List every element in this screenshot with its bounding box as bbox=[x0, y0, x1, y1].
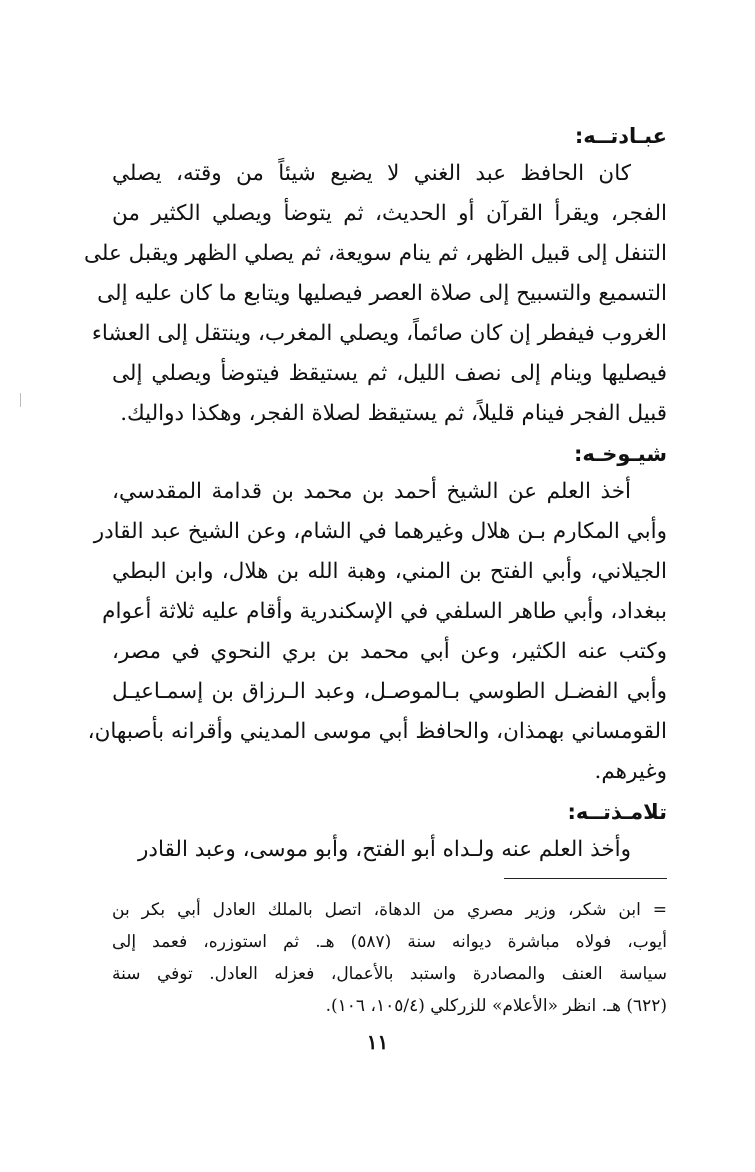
paragraph bbox=[83, 154, 667, 434]
text-line: التنفل إلى قبيل الظهر، ثم ينام سويعة، ثم يصلي الظهر ويقبل على bbox=[83, 241, 667, 266]
text-line: أخذ العلم عن الشيخ أحمد بن محمد بن قدامة المقدسي، bbox=[112, 479, 631, 504]
text-line: الغروب فيفطر إن كان صائماً، ويصلي المغرب، وينتقل إلى العشاء bbox=[91, 321, 667, 346]
paragraph bbox=[87, 472, 667, 792]
text-line: وكتب عنه الكثير، وعن أبي محمد بن بري النحوي في مصر، bbox=[112, 639, 667, 664]
footnote-line: (٦٢٢) هـ. انظر «الأعلام» للزركلي (١٠٥/٤، ١٠٦). bbox=[325, 996, 667, 1016]
text-line: كان الحافظ عبد الغني لا يضيع شيئاً من وقته، يصلي bbox=[112, 161, 631, 186]
text-line: القومساني بهمذان، والحافظ أبي موسى المديني وأقرانه بأصبهان، bbox=[87, 719, 667, 744]
text-line: ببغداد، وأبي طاهر السلفي في الإسكندرية وأقام عليه ثلاثة أعوام bbox=[102, 599, 667, 624]
section-teachers bbox=[87, 436, 667, 792]
text-line: وأبي الفضـل الطوسي بـالموصـل، وعبد الـرزاق بن إسمـاعيـل bbox=[112, 679, 667, 704]
text-line: وأبي المكارم بـن هلال وغيرهما في الشام، وعن الشيخ عبد القادر bbox=[93, 519, 667, 544]
main-text bbox=[83, 118, 667, 872]
text-line: فيصليها وينام إلى نصف الليل، ثم يستيقظ فيتوضأ ويصلي إلى bbox=[112, 361, 667, 386]
text-line: قبيل الفجر فينام قليلاً، ثم يستيقظ لصلاة الفجر، وهكذا دواليك. bbox=[120, 401, 667, 426]
text-line: وأخذ العلم عنه ولـداه أبو الفتح، وأبو موسى، وعبد القادر bbox=[138, 837, 631, 862]
section-worship bbox=[83, 118, 667, 434]
footnote-line: = ابن شكر، وزير مصري من الدهاة، اتصل بالملك العادل أبي بكر بن bbox=[112, 900, 667, 920]
page-number: ١١ bbox=[366, 1030, 389, 1054]
text-line: الجيلاني، وأبي الفتح بن المني، وهبة الله بن هلال، وابن البطي bbox=[112, 559, 667, 584]
text-line: وغيرهم. bbox=[594, 759, 667, 784]
text-line: الفجر، ويقرأ القرآن أو الحديث، ثم يتوضأ ويصلي الكثير من bbox=[112, 201, 667, 226]
footnote-line: أيوب، فولاه مباشرة ديوانه سنة (٥٨٧) هـ. ثم استوزره، فعمد إلى bbox=[112, 932, 667, 952]
paragraph bbox=[112, 830, 667, 870]
section-heading: شيـوخـه: bbox=[573, 442, 667, 466]
text-line: التسميع والتسبيح إلى صلاة العصر فيصليها ويتابع ما كان عليه إلى bbox=[97, 281, 667, 306]
footnote-divider bbox=[504, 878, 667, 879]
footnote bbox=[112, 894, 667, 1022]
section-heading: تلامـذتــه: bbox=[567, 800, 667, 824]
footnote-line: سياسة العنف والمصادرة واستبد بالأعمال، فعزله العادل. توفي سنة bbox=[112, 964, 667, 984]
section-heading: عبـادتــه: bbox=[574, 124, 667, 148]
margin-mark bbox=[20, 393, 21, 407]
section-students bbox=[112, 794, 667, 870]
